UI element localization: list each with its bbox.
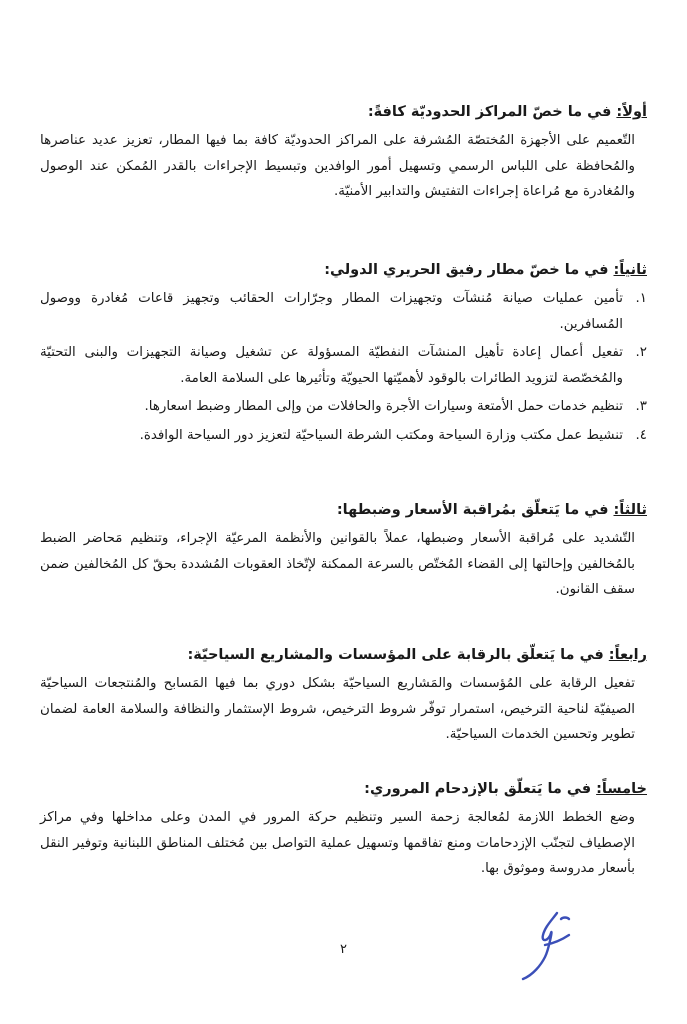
list-item-text: تنظيم خدمات حمل الأمتعة وسيارات الأجرة والحافلات من وإلى المطار وضبط اسعارها. <box>144 399 623 414</box>
list-item-number: ٢. <box>635 345 647 360</box>
section-heading <box>40 643 647 667</box>
section-4 <box>40 643 647 748</box>
list-item-number: ٤. <box>635 427 647 443</box>
section-2 <box>40 258 647 451</box>
section-paragraph: وضع الخطط اللازمة لمُعالجة زحمة السير وتنظيم حركة المرور في المدن وعلى مداخلها وفي مراكز الإصطياف لتجنّب الإزدحامات ومنع تفاقمها وتسهيل عملية التواصل بين مُختلف المناطق اللبنانية وتوفير النقل بأسعار مدروسة وموثوق بها. <box>40 810 635 876</box>
list-item <box>40 286 647 337</box>
heading-ordinal: أولاً: <box>616 104 647 120</box>
heading-text: في ما يَتعلّق بمُراقبة الأسعار وضبطها: <box>336 502 614 518</box>
list-item-text: تأمين عمليات صيانة مُنشآت وتجهيزات المطار وجرّارات الحقائب وتجهيز قاعات مُغادرة ووصول المُسافرين. <box>40 291 623 332</box>
list-item-text: تفعيل أعمال إعادة تأهيل المنشآت النفطيّة المسؤولة عن تشغيل وصيانة التجهيزات والبنى التحتيّة والمُخصّصة لتزويد الطائرات بالوقود لأهميّتها الحيويّة وتأثيرها على السلامة العامة. <box>40 345 623 386</box>
heading-text: في ما خصّ مطار رفيق الحريري الدولي: <box>324 262 614 278</box>
list-item-number: ١. <box>635 291 647 306</box>
list-item <box>40 394 647 420</box>
section-heading <box>40 777 647 801</box>
section-heading <box>40 258 647 282</box>
heading-text: في ما يَتعلّق بالرقابة على المؤسسات والمشاريع السياحيّة: <box>187 647 609 663</box>
heading-ordinal: خامساً: <box>596 781 647 797</box>
section-paragraph: التّعميم على الأجهزة المُختصّة المُشرفة على المراكز الحدوديّة كافة بما فيها المطار، تعزيز عديد عناصرها والمُحافظة على اللباس الرسمي وتسهيل أمور الوافدين وتبسيط الإجراءات بالقدر المُمكن عند الوصول والمُغادرة مع مُراعاة إجراءات التفتيش والتدابير الأمنيّة. <box>40 133 635 199</box>
heading-ordinal: ثالثاً: <box>613 502 647 518</box>
section-paragraph: تفعيل الرقابة على المُؤسسات والمَشاريع السياحيّة بشكل دوري بما فيها المَسابح والمُنتجعات السياحيّة الصيفيّة لناحية الترخيص، استمرار توفّر شروط الترخيص، شروط الإستثمار والنظافة والسلامة العامة لضمان تطوير وتحسين الخدمات السياحيّة. <box>40 676 635 742</box>
section-1 <box>40 100 647 205</box>
heading-ordinal: رابعاً: <box>608 647 647 663</box>
heading-text: في ما يَتعلّق بالإزدحام المروري: <box>364 781 597 797</box>
heading-ordinal: ثانياً: <box>613 262 647 278</box>
section-paragraph: التّشديد على مُراقبة الأسعار وضبطها، عملاً بالقوانين والأنظمة المرعيّة الإجراء، وتنظيم مَحاضر الضبط بالمُخالفين وإحالتها إلى القضاء المُختّص بالسرعة الممكنة لإتّخاذ العقوبات المُشددة بحقّ كل المُخالفين ضمن سقف القانون. <box>40 531 635 597</box>
airport-measures-list <box>40 286 647 448</box>
section-3 <box>40 498 647 603</box>
page-number: ٢ <box>340 942 347 957</box>
list-item-number: ٣. <box>635 399 647 414</box>
list-item <box>40 423 647 449</box>
list-item-text: تنشيط عمل مكتب وزارة السياحة ومكتب الشرطة السياحيّة لتعزيز دور السياحة الوافدة. <box>139 427 623 443</box>
section-heading <box>40 498 647 522</box>
section-heading <box>40 100 647 124</box>
heading-text: في ما خصّ المراكز الحدوديّة كافةً: <box>367 104 617 120</box>
section-5 <box>40 777 647 882</box>
list-item <box>40 340 647 391</box>
